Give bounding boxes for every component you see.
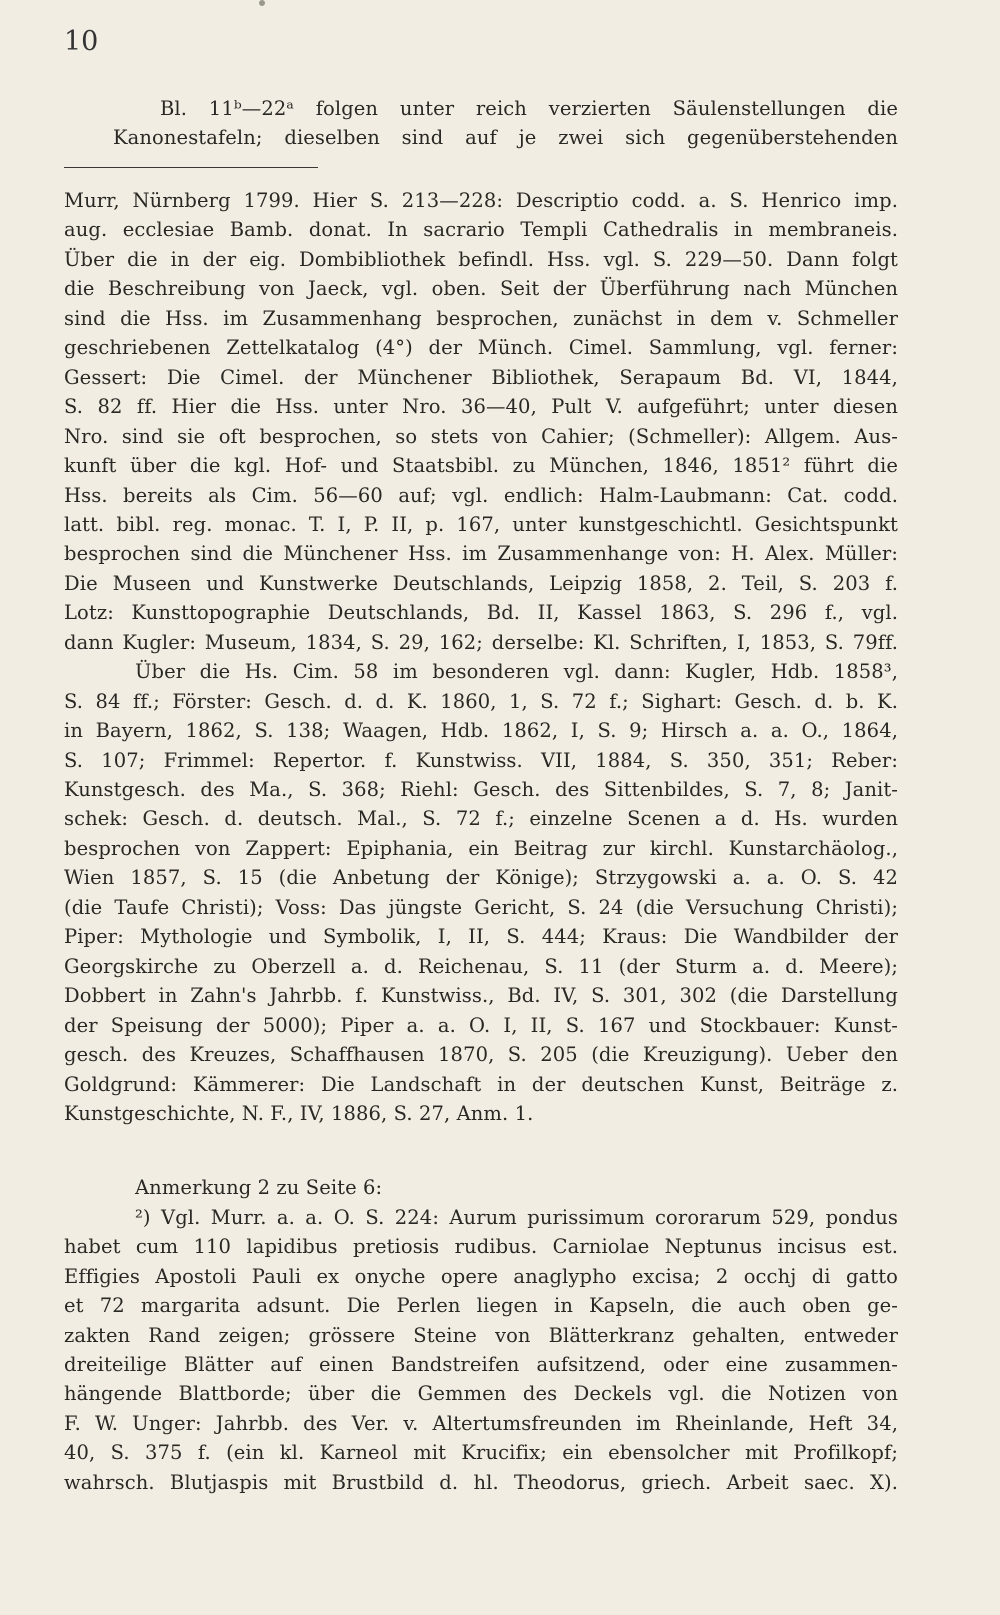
note-line: wahrsch. Blutjaspis mit Brustbild d. hl. Theodorus, griech. Arbeit saec. X). (64, 1470, 898, 1494)
note-heading: Anmerkung 2 zu Seite 6: (135, 1176, 383, 1199)
footnote-line: kunft über die kgl. Hof- und Staatsbibl. zu München, 1846, 1851² führt die (64, 454, 898, 478)
page-speck (259, 0, 265, 6)
footnote-line: S. 84 ff.; Förster: Gesch. d. d. K. 1860, 1, S. 72 f.; Sighart: Gesch. d. b. K. (64, 689, 898, 713)
footnote-line: Lotz: Kunsttopographie Deutschlands, Bd. II, Kassel 1863, S. 296 f., vgl. (64, 601, 898, 625)
footnote-line: besprochen sind die Münchener Hss. im Zusammenhange von: H. Alex. Müller: (64, 542, 898, 566)
footnote-line: (die Taufe Christi); Voss: Das jüngste Gericht, S. 24 (die Versuchung Christi); (64, 895, 898, 919)
note-line: ²) Vgl. Murr. a. a. O. S. 224: Aurum purissimum cororarum 529, pondus (135, 1206, 898, 1229)
footnote-line: schek: Gesch. d. deutsch. Mal., S. 72 f.; einzelne Scenen a d. Hs. wurden (64, 807, 898, 831)
footnote-line: Kunstgesch. des Ma., S. 368; Riehl: Gesch. des Sittenbildes, S. 7, 8; Janit- (64, 778, 898, 801)
footnote-line: Wien 1857, S. 15 (die Anbetung der Könige); Strzygowski a. a. O. S. 42 (64, 866, 898, 890)
note-line: hängende Blattborde; über die Gemmen des Deckels vgl. die Notizen von (64, 1382, 898, 1406)
footnote-line: geschriebenen Zettelkatalog (4°) der Münch. Cimel. Sammlung, vgl. ferner: (64, 336, 898, 360)
footnote-line: Dobbert in Zahn's Jahrbb. f. Kunstwiss., Bd. IV, S. 301, 302 (die Darstellung (64, 984, 898, 1008)
note-line: habet cum 110 lapidibus pretiosis rudibus. Carniolae Neptunus incisus est. (64, 1235, 898, 1259)
note-line: zakten Rand zeigen; grössere Steine von Blätterkranz gehalten, entweder (64, 1323, 898, 1347)
note-line: 40, S. 375 f. (ein kl. Karneol mit Krucifix; ein ebensolcher mit Profilkopf; (64, 1441, 898, 1465)
footnote-line: Die Museen und Kunstwerke Deutschlands, Leipzig 1858, 2. Teil, S. 203 f. (64, 571, 898, 595)
body-text-line: Kanonestafeln; dieselben sind auf je zwei sich gegenüberstehenden (113, 126, 898, 149)
footnote-line: Hss. bereits als Cim. 56—60 auf; vgl. endlich: Halm-Laubmann: Cat. codd. (64, 483, 898, 507)
footnote-line: sind die Hss. im Zusammenhang besprochen, zunächst in dem v. Schmeller (64, 306, 898, 330)
note-line: et 72 margarita adsunt. Die Perlen liegen in Kapseln, die auch oben ge- (64, 1294, 898, 1318)
footnote-line: S. 82 ff. Hier die Hss. unter Nro. 36—40, Pult V. aufgeführt; unter diesen (64, 395, 898, 419)
footnote-line: aug. ecclesiae Bamb. donat. In sacrario Templi Cathedralis in membraneis. (64, 218, 898, 242)
footnote-line: Goldgrund: Kämmerer: Die Landschaft in der deutschen Kunst, Beiträge z. (64, 1072, 898, 1096)
footnote-line: der Speisung der 5000); Piper a. a. O. I, II, S. 167 und Stockbauer: Kunst- (64, 1013, 898, 1037)
footnote-line: S. 107; Frimmel: Repertor. f. Kunstwiss. VII, 1884, S. 350, 351; Reber: (64, 748, 898, 772)
footnote-line: besprochen von Zappert: Epiphania, ein Beitrag zur kirchl. Kunstarchäolog., (64, 836, 898, 860)
note-line: Effigies Apostoli Pauli ex onyche opere anaglypho excisa; 2 occhj di gatto (64, 1264, 898, 1288)
page-number: 10 (64, 26, 99, 57)
footnote-line: Murr, Nürnberg 1799. Hier S. 213—228: Descriptio codd. a. S. Henrico imp. (64, 189, 898, 212)
footnote-line: die Beschreibung von Jaeck, vgl. oben. Seit der Überführung nach München (64, 277, 898, 301)
footnote-line: Über die in der eig. Dombibliothek befindl. Hss. vgl. S. 229—50. Dann folgt (64, 247, 898, 271)
footnote-line: Nro. sind sie oft besprochen, so stets von Cahier; (Schmeller): Allgem. Aus- (64, 424, 898, 448)
footnote-line: Kunstgeschichte, N. F., IV, 1886, S. 27, Anm. 1. (64, 1101, 534, 1125)
body-text-line: Bl. 11ᵇ—22ᵃ folgen unter reich verzierten Säulenstellungen die (160, 97, 898, 120)
footnote-line: in Bayern, 1862, S. 138; Waagen, Hdb. 1862, I, S. 9; Hirsch a. a. O., 1864, (64, 719, 898, 743)
footnote-line: Piper: Mythologie und Symbolik, I, II, S. 444; Kraus: Die Wandbilder der (64, 925, 898, 949)
footnote-rule (64, 167, 318, 168)
footnote-line: Gessert: Die Cimel. der Münchener Bibliothek, Serapaum Bd. VI, 1844, (64, 365, 898, 389)
footnote-line: Georgskirche zu Oberzell a. d. Reichenau, S. 11 (der Sturm a. d. Meere); (64, 954, 898, 978)
note-line: dreiteilige Blätter auf einen Bandstreifen aufsitzend, oder eine zusammen- (64, 1353, 898, 1376)
footnote-line: latt. bibl. reg. monac. T. I, P. II, p. 167, unter kunstgeschichtl. Gesichtspunkt (64, 512, 898, 536)
footnote-line: dann Kugler: Museum, 1834, S. 29, 162; derselbe: Kl. Schriften, I, 1853, S. 79ff. (64, 630, 898, 654)
note-line: F. W. Unger: Jahrbb. des Ver. v. Altertumsfreunden im Rheinlande, Heft 34, (64, 1411, 898, 1435)
footnote-line: Über die Hs. Cim. 58 im besonderen vgl. dann: Kugler, Hdb. 1858³, (135, 660, 898, 684)
footnote-line: gesch. des Kreuzes, Schaffhausen 1870, S. 205 (die Kreuzigung). Ueber den (64, 1043, 898, 1067)
